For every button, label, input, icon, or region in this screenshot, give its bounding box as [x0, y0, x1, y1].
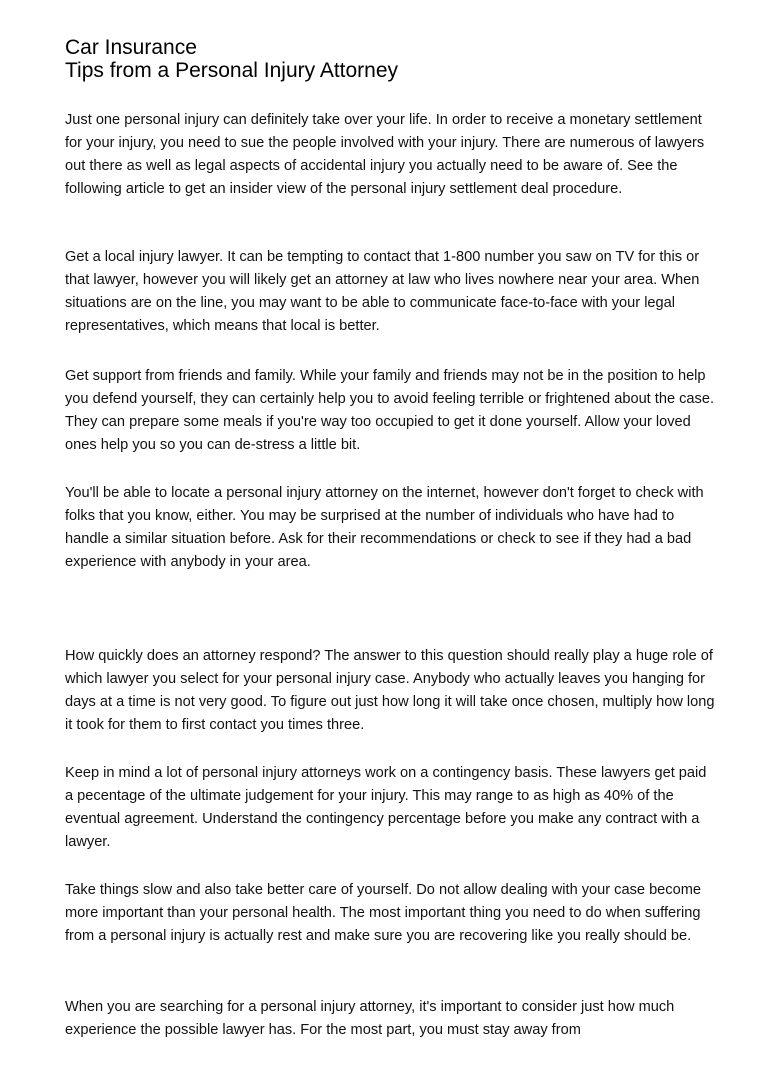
document-header: [65, 36, 715, 82]
title-line-2: Tips from a Personal Injury Attorney: [65, 59, 399, 82]
paragraph-5: How quickly does an attorney respond? The answer to this question should really play a huge role of which lawyer you select for your personal injury case. Anybody who actually leaves you hanging for days at a time is not very good. To figure out just how long it will take once chosen, multiply how long it took for them to first contact you times three.: [65, 648, 715, 733]
paragraph-7: Take things slow and also take better care of yourself. Do not allow dealing with your case become more important than your personal health. The most important thing you need to do when suffering from a personal injury is actually rest and make sure you are recovering like you really should be.: [65, 882, 701, 944]
paragraph-2: Get a local injury lawyer. It can be tempting to contact that 1-800 number you saw on TV for this or that lawyer, however you will likely get an attorney at law who lives nowhere near your area. When situations are on the line, you may want to be able to communicate face-to-face with your legal representatives, which means that local is better.: [65, 249, 700, 334]
title-line-1: Car Insurance: [65, 36, 197, 59]
paragraph-1: Just one personal injury can definitely take over your life. In order to receive a monetary settlement for your injury, you need to sue the people involved with your injury. There are numerous of lawyers out there as well as legal aspects of accidental injury you actually need to be aware of. See the following article to get an insider view of the personal injury settlement deal procedure.: [65, 112, 705, 197]
document-title: [65, 36, 715, 82]
paragraph-8: When you are searching for a personal injury attorney, it's important to consider just how much experience the possible lawyer has. For the most part, you must stay away from: [65, 999, 675, 1038]
paragraph-3: Get support from friends and family. While your family and friends may not be in the position to help you defend yourself, they can certainly help you to avoid feeling terrible or frightened about the case. They can prepare some meals if you're way too occupied to get it done yourself. Allow your loved ones help you so you can de-stress a little bit.: [65, 368, 715, 453]
paragraph-6: Keep in mind a lot of personal injury attorneys work on a contingency basis. These lawyers get paid a pecentage of the ultimate judgement for your injury. This may range to as high as 40% of the eventual agreement. Understand the contingency percentage before you make any contract with a lawyer.: [65, 765, 707, 850]
paragraph-4: You'll be able to locate a personal injury attorney on the internet, however don't forget to check with folks that you know, either. You may be surprised at the number of individuals who have had to handle a similar situation before. Ask for their recommendations or check to see if they had a bad experience with anybody in your area.: [65, 485, 704, 570]
